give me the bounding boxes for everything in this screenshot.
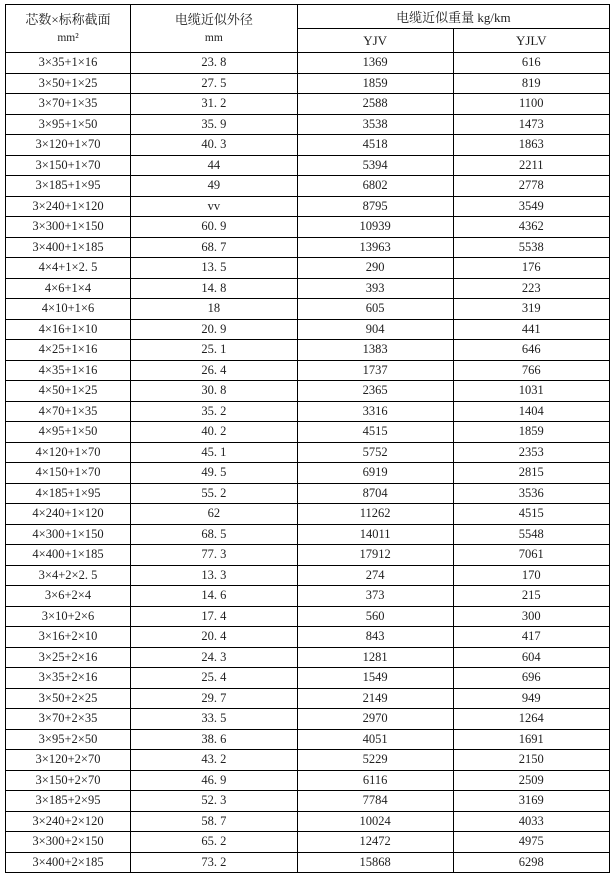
outer-diameter-cell: 68. 5 [131,524,298,545]
spec-cell: 4×120+1×70 [6,442,131,463]
table-row [6,237,610,258]
yjv-weight-cell: 4051 [297,729,453,750]
outer-diameter-cell: 44 [131,155,298,176]
outer-diameter-cell: 38. 6 [131,729,298,750]
outer-diameter-cell: 49. 5 [131,463,298,484]
yjv-weight-cell: 560 [297,606,453,627]
yjlv-weight-cell: 819 [453,73,609,94]
outer-diameter-cell: 58. 7 [131,811,298,832]
spec-cell: 4×25+1×16 [6,340,131,361]
yjv-weight-cell: 1737 [297,360,453,381]
spec-cell: 3×120+2×70 [6,750,131,771]
yjv-weight-cell: 2365 [297,381,453,402]
spec-cell: 3×70+1×35 [6,94,131,115]
yjv-weight-cell: 1383 [297,340,453,361]
yjlv-weight-cell: 2211 [453,155,609,176]
column-header-weight: 电缆近似重量 kg/km [297,5,609,29]
yjlv-weight-cell: 215 [453,586,609,607]
yjlv-weight-cell: 1691 [453,729,609,750]
yjv-weight-cell: 1859 [297,73,453,94]
outer-diameter-cell: 23. 8 [131,53,298,74]
yjv-weight-cell: 2149 [297,688,453,709]
outer-diameter-cell: 13. 3 [131,565,298,586]
table-row [6,258,610,279]
outer-diameter-cell: vv [131,196,298,217]
spec-cell: 4×400+1×185 [6,545,131,566]
outer-diameter-cell: 33. 5 [131,709,298,730]
outer-diameter-cell: 29. 7 [131,688,298,709]
table-row [6,278,610,299]
table-row [6,340,610,361]
outer-diameter-cell: 25. 4 [131,668,298,689]
spec-cell: 3×300+1×150 [6,217,131,238]
outer-diameter-cell: 77. 3 [131,545,298,566]
table-row [6,442,610,463]
outer-diameter-cell: 52. 3 [131,791,298,812]
spec-cell: 3×95+1×50 [6,114,131,135]
spec-cell: 4×6+1×4 [6,278,131,299]
outer-diameter-cell: 25. 1 [131,340,298,361]
table-row [6,94,610,115]
spec-cell: 3×35+1×16 [6,53,131,74]
table-row [6,135,610,156]
outer-diameter-cell: 30. 8 [131,381,298,402]
table-row [6,483,610,504]
yjlv-weight-cell: 7061 [453,545,609,566]
spec-cell: 3×240+2×120 [6,811,131,832]
yjlv-weight-cell: 176 [453,258,609,279]
od-title: 电缆近似外径 [174,11,253,27]
outer-diameter-cell: 35. 9 [131,114,298,135]
table-row [6,606,610,627]
outer-diameter-cell: 14. 8 [131,278,298,299]
table-row [6,463,610,484]
yjv-weight-cell: 15868 [297,852,453,873]
spec-cell: 3×185+1×95 [6,176,131,197]
spec-cell: 3×400+1×185 [6,237,131,258]
table-row [6,319,610,340]
spec-cell: 3×50+1×25 [6,73,131,94]
yjv-weight-cell: 1369 [297,53,453,74]
yjv-weight-cell: 8704 [297,483,453,504]
yjv-weight-cell: 6802 [297,176,453,197]
table-row [6,53,610,74]
outer-diameter-cell: 35. 2 [131,401,298,422]
column-header-outer-diameter [131,5,298,53]
outer-diameter-cell: 73. 2 [131,852,298,873]
spec-cell: 3×150+2×70 [6,770,131,791]
outer-diameter-cell: 18 [131,299,298,320]
spec-cell: 4×50+1×25 [6,381,131,402]
outer-diameter-cell: 65. 2 [131,832,298,853]
yjv-weight-cell: 1281 [297,647,453,668]
outer-diameter-cell: 27. 5 [131,73,298,94]
yjlv-weight-cell: 441 [453,319,609,340]
yjlv-weight-cell: 223 [453,278,609,299]
spec-cell: 3×120+1×70 [6,135,131,156]
table-row [6,299,610,320]
column-header-yjv: YJV [297,29,453,53]
yjv-weight-cell: 843 [297,627,453,648]
table-row [6,852,610,873]
yjv-weight-cell: 2588 [297,94,453,115]
column-header-spec [6,5,131,53]
yjv-weight-cell: 6919 [297,463,453,484]
yjlv-weight-cell: 1100 [453,94,609,115]
table-row [6,647,610,668]
yjv-weight-cell: 4518 [297,135,453,156]
outer-diameter-cell: 49 [131,176,298,197]
yjlv-weight-cell: 2778 [453,176,609,197]
spec-cell: 3×95+2×50 [6,729,131,750]
outer-diameter-cell: 20. 9 [131,319,298,340]
yjlv-weight-cell: 1404 [453,401,609,422]
yjlv-weight-cell: 3169 [453,791,609,812]
table-row [6,729,610,750]
yjv-weight-cell: 393 [297,278,453,299]
spec-cell: 3×70+2×35 [6,709,131,730]
spec-cell: 4×70+1×35 [6,401,131,422]
table-row [6,832,610,853]
yjlv-weight-cell: 1473 [453,114,609,135]
yjv-weight-cell: 1549 [297,668,453,689]
yjv-weight-cell: 274 [297,565,453,586]
yjlv-weight-cell: 1264 [453,709,609,730]
yjv-weight-cell: 373 [297,586,453,607]
outer-diameter-cell: 68. 7 [131,237,298,258]
yjv-weight-cell: 904 [297,319,453,340]
spec-cell: 3×35+2×16 [6,668,131,689]
table-row [6,811,610,832]
table-header [6,5,610,53]
spec-cell: 4×240+1×120 [6,504,131,525]
yjv-weight-cell: 3538 [297,114,453,135]
yjv-weight-cell: 8795 [297,196,453,217]
table-row [6,176,610,197]
spec-cell: 3×300+2×150 [6,832,131,853]
outer-diameter-cell: 62 [131,504,298,525]
yjv-weight-cell: 7784 [297,791,453,812]
yjlv-weight-cell: 4033 [453,811,609,832]
table-row [6,196,610,217]
cable-spec-table [5,4,610,873]
od-unit: mm [204,31,223,44]
yjv-weight-cell: 12472 [297,832,453,853]
table-row [6,709,610,730]
table-row [6,565,610,586]
yjlv-weight-cell: 4975 [453,832,609,853]
table-row [6,770,610,791]
table-row [6,668,610,689]
table-row [6,688,610,709]
table-row [6,504,610,525]
header-row-1 [6,5,610,29]
yjlv-weight-cell: 300 [453,606,609,627]
yjv-weight-cell: 6116 [297,770,453,791]
spec-title: 芯数×标称截面 [25,11,111,27]
yjv-weight-cell: 10939 [297,217,453,238]
spec-cell: 4×10+1×6 [6,299,131,320]
yjlv-weight-cell: 2815 [453,463,609,484]
outer-diameter-cell: 46. 9 [131,770,298,791]
yjlv-weight-cell: 3549 [453,196,609,217]
spec-cell: 4×4+1×2. 5 [6,258,131,279]
yjv-weight-cell: 4515 [297,422,453,443]
yjv-weight-cell: 11262 [297,504,453,525]
table-row [6,401,610,422]
yjv-weight-cell: 5394 [297,155,453,176]
yjv-weight-cell: 5229 [297,750,453,771]
spec-cell: 4×35+1×16 [6,360,131,381]
spec-cell: 3×150+1×70 [6,155,131,176]
yjlv-weight-cell: 1859 [453,422,609,443]
yjlv-weight-cell: 4362 [453,217,609,238]
outer-diameter-cell: 45. 1 [131,442,298,463]
table-row [6,586,610,607]
spec-cell: 4×16+1×10 [6,319,131,340]
yjlv-weight-cell: 170 [453,565,609,586]
outer-diameter-cell: 31. 2 [131,94,298,115]
yjlv-weight-cell: 616 [453,53,609,74]
yjlv-weight-cell: 417 [453,627,609,648]
column-header-yjlv: YJLV [453,29,609,53]
outer-diameter-cell: 43. 2 [131,750,298,771]
yjlv-weight-cell: 766 [453,360,609,381]
outer-diameter-cell: 60. 9 [131,217,298,238]
yjlv-weight-cell: 604 [453,647,609,668]
table-row [6,217,610,238]
outer-diameter-cell: 40. 3 [131,135,298,156]
outer-diameter-cell: 55. 2 [131,483,298,504]
table-row [6,381,610,402]
yjlv-weight-cell: 4515 [453,504,609,525]
table-row [6,627,610,648]
table-row [6,114,610,135]
spec-cell: 3×50+2×25 [6,688,131,709]
yjlv-weight-cell: 2509 [453,770,609,791]
spec-cell: 4×185+1×95 [6,483,131,504]
outer-diameter-cell: 24. 3 [131,647,298,668]
table-row [6,524,610,545]
yjlv-weight-cell: 5548 [453,524,609,545]
table-row [6,360,610,381]
yjlv-weight-cell: 3536 [453,483,609,504]
yjlv-weight-cell: 2150 [453,750,609,771]
yjlv-weight-cell: 5538 [453,237,609,258]
outer-diameter-cell: 40. 2 [131,422,298,443]
table-row [6,422,610,443]
yjv-weight-cell: 2970 [297,709,453,730]
outer-diameter-cell: 20. 4 [131,627,298,648]
outer-diameter-cell: 13. 5 [131,258,298,279]
yjlv-weight-cell: 319 [453,299,609,320]
yjv-weight-cell: 605 [297,299,453,320]
table-body [6,53,610,873]
outer-diameter-cell: 14. 6 [131,586,298,607]
spec-cell: 4×95+1×50 [6,422,131,443]
spec-cell: 3×16+2×10 [6,627,131,648]
spec-cell: 3×25+2×16 [6,647,131,668]
outer-diameter-cell: 17. 4 [131,606,298,627]
yjv-weight-cell: 13963 [297,237,453,258]
table-row [6,750,610,771]
yjv-weight-cell: 5752 [297,442,453,463]
yjv-weight-cell: 17912 [297,545,453,566]
table-row [6,791,610,812]
yjlv-weight-cell: 949 [453,688,609,709]
spec-unit: mm² [57,31,79,44]
yjlv-weight-cell: 696 [453,668,609,689]
yjlv-weight-cell: 1031 [453,381,609,402]
table-row [6,155,610,176]
table-row [6,73,610,94]
yjv-weight-cell: 3316 [297,401,453,422]
spec-cell: 3×185+2×95 [6,791,131,812]
outer-diameter-cell: 26. 4 [131,360,298,381]
yjlv-weight-cell: 646 [453,340,609,361]
spec-cell: 3×6+2×4 [6,586,131,607]
yjv-weight-cell: 14011 [297,524,453,545]
spec-cell: 4×150+1×70 [6,463,131,484]
spec-cell: 4×300+1×150 [6,524,131,545]
spec-cell: 3×10+2×6 [6,606,131,627]
yjlv-weight-cell: 6298 [453,852,609,873]
yjv-weight-cell: 290 [297,258,453,279]
table-row [6,545,610,566]
yjlv-weight-cell: 1863 [453,135,609,156]
yjv-weight-cell: 10024 [297,811,453,832]
yjlv-weight-cell: 2353 [453,442,609,463]
spec-cell: 3×400+2×185 [6,852,131,873]
spec-cell: 3×4+2×2. 5 [6,565,131,586]
spec-cell: 3×240+1×120 [6,196,131,217]
